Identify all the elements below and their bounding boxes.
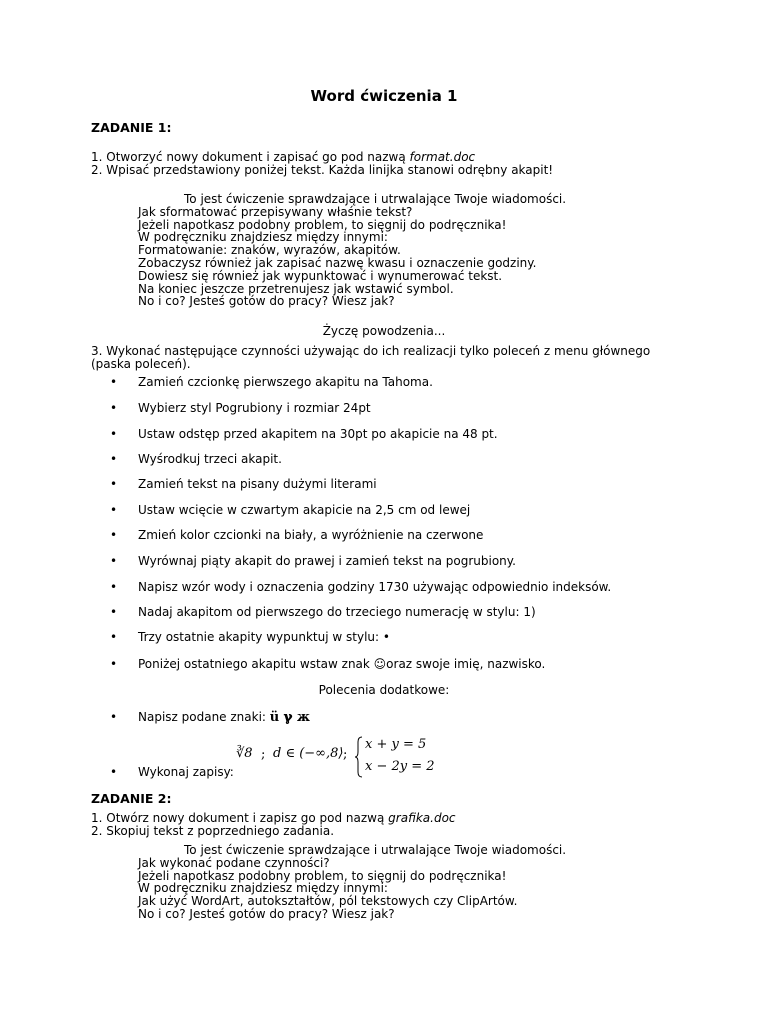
- task1-step3: 3. Wykonać następujące czynności używając do ich realizacji tylko poleceń z menu głównego (paska poleceń).: [91, 344, 651, 371]
- bullet-icon: •: [110, 375, 118, 389]
- bullet-icon: •: [110, 427, 118, 441]
- text-line: Jak sformatować przepisywany właśnie tekst?: [138, 204, 413, 219]
- formula-equation-1: x + y = 5: [365, 737, 427, 752]
- bullet-icon: •: [110, 765, 118, 779]
- bullet-icon: •: [110, 630, 118, 644]
- task2-step1: 1. Otwórz nowy dokument i zapisz go pod nazwą grafika.doc: [91, 811, 456, 825]
- task1-step1: 1. Otworzyć nowy dokument i zapisać go pod nazwą format.doc: [91, 150, 476, 164]
- task2-step2: 2. Skopiuj tekst z poprzedniego zadania.: [91, 824, 335, 838]
- bullet-icon: •: [110, 580, 118, 594]
- bullet-icon: •: [110, 710, 118, 724]
- text-line: Jak wykonać podane czynności?: [138, 855, 330, 870]
- bullet-icon: •: [110, 605, 118, 619]
- formula-root: ∛8: [236, 746, 253, 761]
- text-line: Formatowanie: znaków, wyrazów, akapitów.: [138, 243, 401, 258]
- extra-heading: Polecenia dodatkowe:: [318, 683, 450, 697]
- text-line: To jest ćwiczenie sprawdzające i utrwalające Twoje wiadomości.: [184, 843, 567, 857]
- task2-instructions: [91, 812, 456, 838]
- task1-text-block: [138, 193, 566, 308]
- text-line: No i co? Jesteś gotów do pracy? Wiesz jak?: [138, 906, 395, 921]
- left-brace-icon: [354, 736, 364, 778]
- formula-equation-2: x − 2y = 2: [365, 759, 435, 774]
- task2-filename: grafika.doc: [388, 811, 456, 825]
- text-line: W podręczniku znajdziesz między innymi:: [138, 881, 388, 896]
- task2-heading: ZADANIE 2:: [91, 791, 172, 806]
- formula-separator: ;: [343, 747, 348, 762]
- text-line: Jeżeli napotkasz podobny problem, to sięgnij do podręcznika!: [138, 217, 507, 232]
- text-line: Jeżeli napotkasz podobny problem, to sięgnij do podręcznika!: [138, 868, 507, 883]
- task1-heading: ZADANIE 1:: [91, 120, 172, 135]
- bullet-icon: •: [110, 452, 118, 466]
- text-line: Na koniec jeszcze przetrenujesz jak wstawić symbol.: [138, 281, 454, 296]
- formula-separator: ;: [261, 747, 266, 762]
- wish-line: Życzę powodzenia...: [322, 324, 446, 338]
- formula-interval: d ∈ (−∞,8⟩: [273, 746, 344, 761]
- document-page: Word ćwiczenia 1 ZADANIE 1: 1. Otworzyć nowy dokument i zapisać go pod nazwą format.doc 2. Wpisać przedstawiony poniżej tekst. Każda linijka stanowi odrębny akapit! To jest ćwiczenie sprawdzające i utrwalające Twoje wiadomości. Jak sformatować przepisywany właśnie tekst? Jeżeli napotkasz podobny problem, to sięgnij do podręcznika! W podręczniku znajdziesz między innymi: Formatowanie: znaków, wyrazów, akapitów. Zobaczysz również jak zapisać nazwę kwasu i oznaczenie godziny. Dowiesz się również jak wypunktować i wynumerować tekst. Na koniec jeszcze przetrenujesz jak wstawić symbol. No i co? Jesteś gotów do pracy? Wiesz jak? Życzę powodzenia... 3. Wykonać następujące czynności używając do ich realizacji tylko poleceń z menu głównego (paska poleceń). • Zamień czcionkę pierwszego akapitu na Tahoma. • Wybierz styl Pogrubiony i rozmiar 24pt • Ustaw odstęp przed akapitem na 30pt po akapicie na 48 pt. • Wyśrodkuj trzeci akapit. • Zamień tekst na pisany dużymi literami • Ustaw wcięcie w czwartym akapicie na 2,5 cm od lewej • Zmień kolor czcionki na biały, a wyróżnienie na czerwone • Wyrównaj piąty akapit do prawej i zamień tekst na pogrubiony. • Napisz wzór wody i oznaczenia godziny 1730 używając odpowiednio indeksów. • Nadaj akapitom od pierwszego do trzeciego numerację w stylu: 1) • Trzy ostatnie akapity wypunktuj w stylu: • • Poniżej ostatniego akapitu wstaw znak ☺oraz swoje imię, nazwisko. Polecenia dodatkowe: • Napisz podane znaki: ü ℽ ж • Wykonaj zapisy: ∛8 ; d ∈ (−∞,8⟩ ; x + y = 5 x − 2y = 2 ZADANIE 2: 1. Otwórz nowy dokument i zapisz go pod nazwą grafika.doc 2. Skopiuj tekst z poprzedniego zadania. To jest ćwiczenie sprawdzające i utrwalające Twoje wiadomości. Jak wykonać podane czynności? Jeżeli napotkasz podobny problem, to sięgnij do podręcznika! W podręczniku znajdziesz między innymi: Jak użyć WordArt, autokształtów, pól tekstowych czy ClipArtów. No i co? Jesteś gotów do pracy? Wiesz jak?: [0, 0, 768, 1024]
- task2-text-block: [138, 844, 566, 921]
- text-line: W podręczniku znajdziesz między innymi:: [138, 230, 388, 245]
- task1-step2: 2. Wpisać przedstawiony poniżej tekst. Każda linijka stanowi odrębny akapit!: [91, 163, 554, 177]
- bullet-icon: •: [110, 477, 118, 491]
- bullet-icon: •: [110, 554, 118, 568]
- special-characters: ü ℽ ж: [269, 710, 310, 725]
- task1-instructions: [91, 151, 553, 177]
- text-line: Zobaczysz również jak zapisać nazwę kwasu i oznaczenie godziny.: [138, 255, 537, 270]
- text-line: To jest ćwiczenie sprawdzające i utrwalające Twoje wiadomości.: [184, 192, 567, 206]
- text-line: Dowiesz się również jak wypunktować i wynumerować tekst.: [138, 268, 503, 283]
- bullet-icon: •: [110, 657, 118, 671]
- document-title: Word ćwiczenia 1: [310, 87, 458, 105]
- bullet-icon: •: [110, 401, 118, 415]
- bullet-icon: •: [110, 528, 118, 542]
- task1-filename: format.doc: [409, 150, 476, 164]
- text-line: No i co? Jesteś gotów do pracy? Wiesz jak?: [138, 294, 395, 309]
- text-line: Jak użyć WordArt, autokształtów, pól tekstowych czy ClipArtów.: [138, 894, 518, 909]
- bullet-icon: •: [110, 503, 118, 517]
